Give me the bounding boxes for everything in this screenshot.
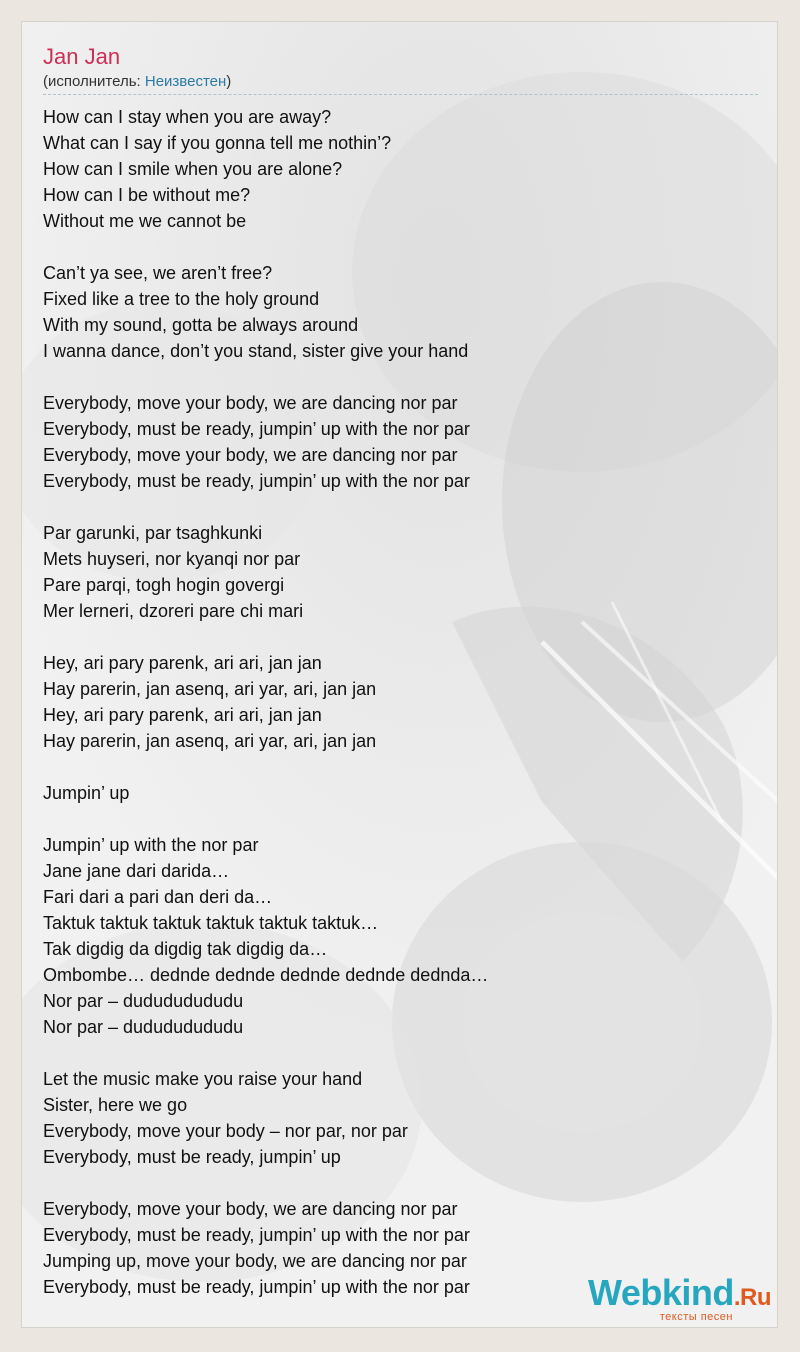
lyrics-line: With my sound, gotta be always around bbox=[43, 315, 359, 335]
lyrics-line: Everybody, move your body, we are dancing nor par bbox=[43, 1199, 458, 1219]
lyrics-blank-line bbox=[43, 806, 488, 832]
lyrics-text bbox=[43, 104, 488, 1300]
lyrics-line: Let the music make you raise your hand bbox=[43, 1069, 363, 1089]
lyrics-line: I wanna dance, don’t you stand, sister give your hand bbox=[43, 341, 469, 361]
lyrics-blank-line bbox=[43, 624, 488, 650]
lyrics-line: Pare parqi, togh hogin govergi bbox=[43, 575, 285, 595]
header-divider bbox=[43, 94, 758, 95]
lyrics-line: Jumpin’ up with the nor par bbox=[43, 835, 259, 855]
lyrics-line: Jumpin’ up bbox=[43, 783, 130, 803]
logo-main-text: Webkind bbox=[587, 1272, 734, 1313]
lyrics-blank-line bbox=[43, 1040, 488, 1066]
lyrics-line: Jane jane dari darida… bbox=[43, 861, 230, 881]
artist-link[interactable]: Неизвестен bbox=[144, 73, 227, 90]
lyrics-line: Ombombe… dednde dednde dednde dednde dednda… bbox=[43, 965, 489, 985]
lyrics-line: What can I say if you gonna tell me nothin’? bbox=[43, 133, 392, 153]
lyrics-line: Hay parerin, jan asenq, ari yar, ari, jan jan bbox=[43, 679, 377, 699]
lyrics-line: Fari dari a pari dan deri da… bbox=[43, 887, 273, 907]
lyrics-blank-line bbox=[43, 754, 488, 780]
lyrics-line: Taktuk taktuk taktuk taktuk taktuk taktuk… bbox=[43, 913, 379, 933]
lyrics-line: Everybody, must be ready, jumpin’ up with the nor par bbox=[43, 419, 470, 439]
lyrics-line: Hey, ari pary parenk, ari ari, jan jan bbox=[43, 653, 322, 673]
logo-wordmark bbox=[587, 1272, 771, 1316]
artist-line bbox=[43, 72, 231, 92]
lyrics-line: Everybody, move your body, we are dancing nor par bbox=[43, 393, 458, 413]
lyrics-card bbox=[21, 21, 778, 1328]
lyrics-line: Jumping up, move your body, we are dancing nor par bbox=[43, 1251, 467, 1271]
lyrics-line: Nor par – dudududududu bbox=[43, 1017, 244, 1037]
lyrics-line: Par garunki, par tsaghkunki bbox=[43, 523, 263, 543]
lyrics-blank-line bbox=[43, 364, 488, 390]
lyrics-line: Everybody, must be ready, jumpin’ up with the nor par bbox=[43, 1277, 470, 1297]
lyrics-line: Mer lerneri, dzoreri pare chi mari bbox=[43, 601, 304, 621]
lyrics-line: Tak digdig da digdig tak digdig da… bbox=[43, 939, 328, 959]
lyrics-line: Can’t ya see, we aren’t free? bbox=[43, 263, 273, 283]
lyrics-blank-line bbox=[43, 494, 488, 520]
lyrics-blank-line bbox=[43, 234, 488, 260]
logo-tld: .Ru bbox=[733, 1284, 771, 1311]
lyrics-line: How can I stay when you are away? bbox=[43, 107, 332, 127]
artist-suffix: ) bbox=[226, 73, 232, 90]
site-logo[interactable] bbox=[587, 1272, 771, 1323]
lyrics-line: Nor par – dudududududu bbox=[43, 991, 244, 1011]
song-title: Jan Jan bbox=[43, 44, 121, 69]
lyrics-line: Fixed like a tree to the holy ground bbox=[43, 289, 320, 309]
lyrics-blank-line bbox=[43, 1170, 488, 1196]
lyrics-line: Everybody, move your body, we are dancing nor par bbox=[43, 445, 458, 465]
lyrics-line: Mets huyseri, nor kyanqi nor par bbox=[43, 549, 301, 569]
lyrics-line: Everybody, must be ready, jumpin’ up with the nor par bbox=[43, 1225, 470, 1245]
lyrics-line: How can I be without me? bbox=[43, 185, 251, 205]
lyrics-line: Everybody, must be ready, jumpin’ up bbox=[43, 1147, 341, 1167]
lyrics-line: Everybody, move your body – nor par, nor par bbox=[43, 1121, 408, 1141]
lyrics-line: Without me we cannot be bbox=[43, 211, 247, 231]
logo-tagline: тексты песен bbox=[659, 1311, 733, 1323]
lyrics-line: Hay parerin, jan asenq, ari yar, ari, jan jan bbox=[43, 731, 377, 751]
artist-prefix: (исполнитель: bbox=[43, 73, 145, 90]
lyrics-line: Sister, here we go bbox=[43, 1095, 188, 1115]
lyrics-line: How can I smile when you are alone? bbox=[43, 159, 343, 179]
lyrics-line: Hey, ari pary parenk, ari ari, jan jan bbox=[43, 705, 322, 725]
lyrics-line: Everybody, must be ready, jumpin’ up with the nor par bbox=[43, 471, 470, 491]
